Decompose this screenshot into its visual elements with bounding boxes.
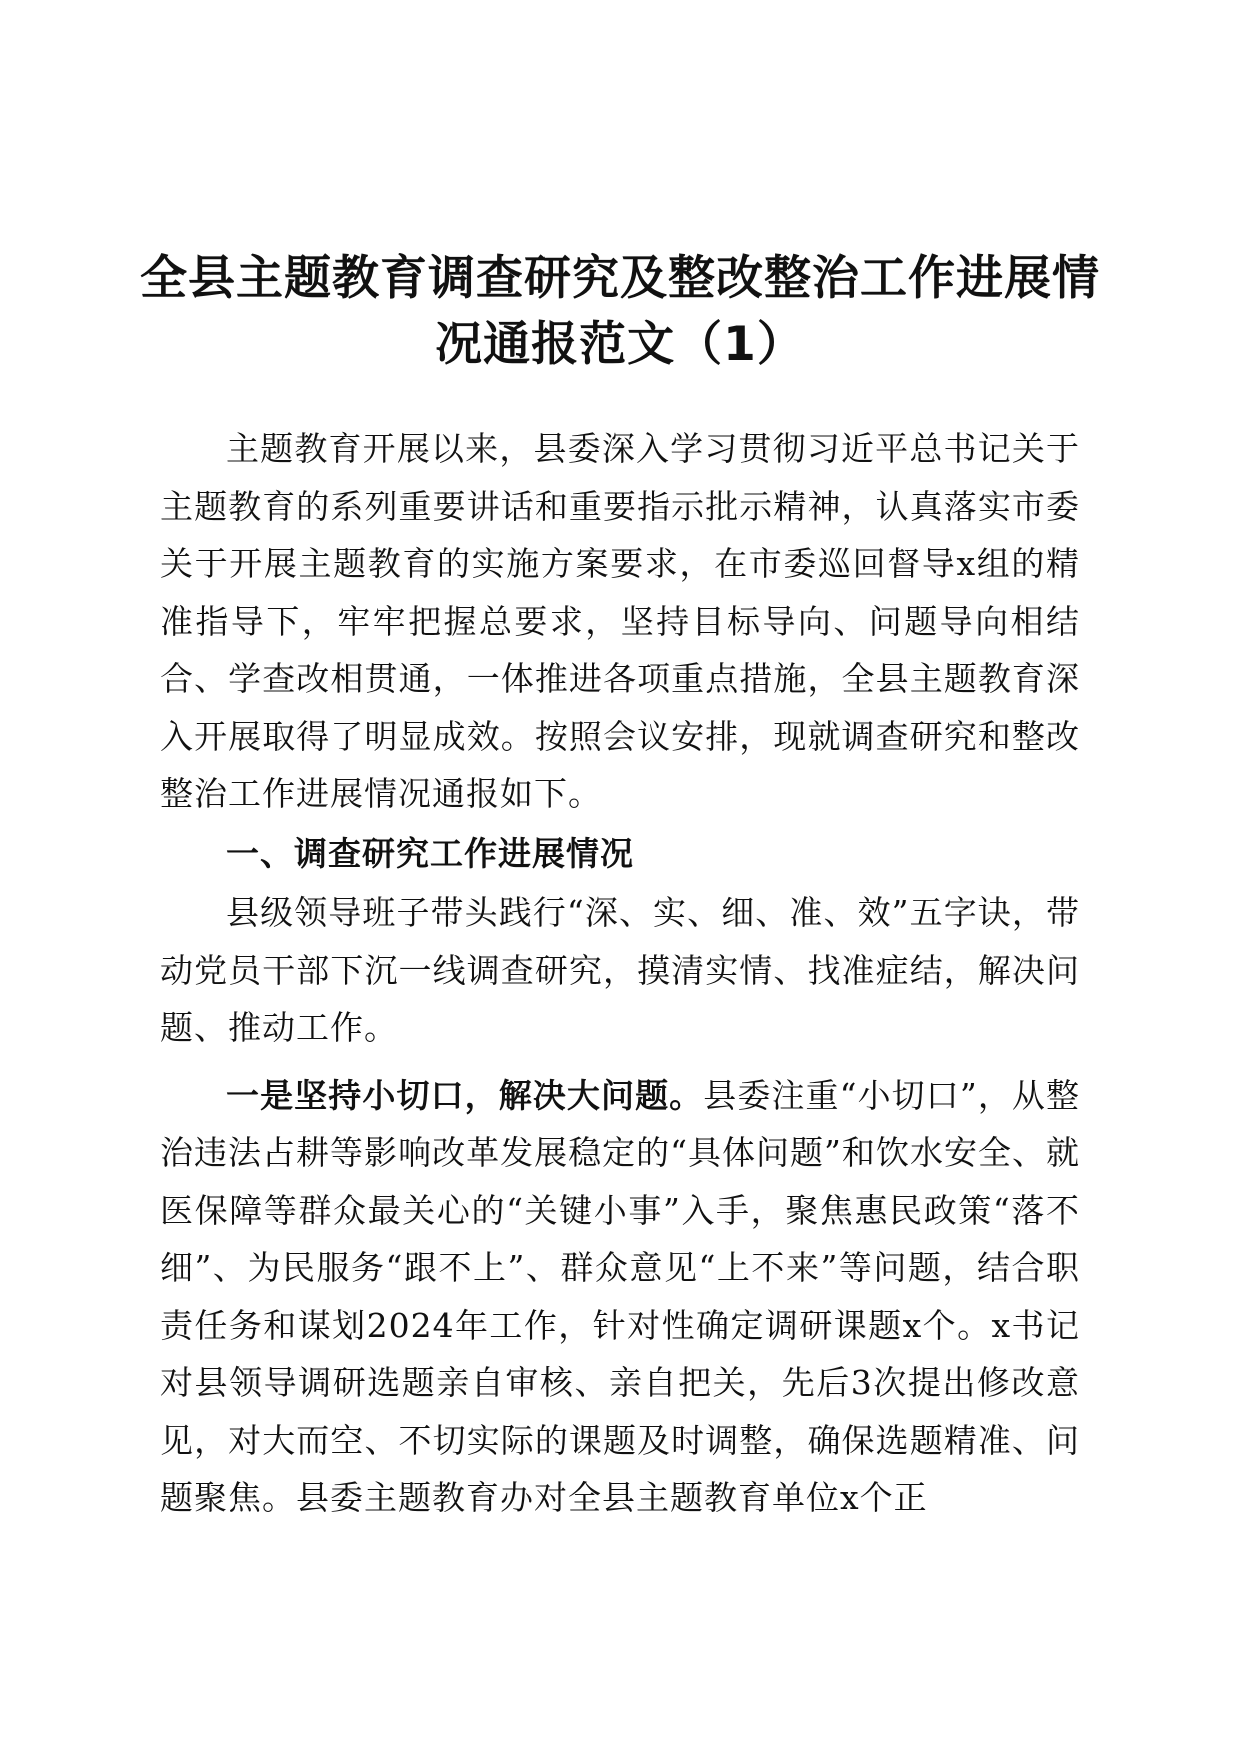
point-paragraph — [160, 1067, 1080, 1527]
point-lead: 一是坚持小切口，解决大问题。 — [226, 1075, 704, 1115]
intro-paragraph: 主题教育开展以来，县委深入学习贯彻习近平总书记关于主题教育的系列重要讲话和重要指示批示精神，认真落实市委关于开展主题教育的实施方案要求，在市委巡回督导x组的精准指导下，牢牢把握总要求，坚持目标导向、问题导向相结合、学查改相贯通，一体推进各项重点措施，全县主题教育深入开展取得了明显成效。按照会议安排，现就调查研究和整改整治工作进展情况通报如下。 — [160, 429, 1080, 813]
document-title: 全县主题教育调查研究及整改整治工作进展情况通报范文（1） — [140, 251, 1100, 372]
document-body — [160, 420, 1080, 1527]
point-text: 县委注重“小切口”，从整治违法占耕等影响改革发展稳定的“具体问题”和饮水安全、就医保障等群众最关心的“关键小事”入手，聚焦惠民政策“落不细”、为民服务“跟不上”、群众意见“上不来”等问题，结合职责任务和谋划2024年工作，针对性确定调研课题x个。x书记对县领导调研选题亲自审核、亲自把关，先后3次提出修改意见，对大而空、不切实际的课题及时调整，确保选题精准、问题聚焦。县委主题教育办对全县主题教育单位x个正 — [160, 1075, 1080, 1517]
section-paragraph: 县级领导班子带头践行“深、实、细、准、效”五字诀，带动党员干部下沉一线调查研究，摸清实情、找准症结，解决问题、推动工作。 — [160, 893, 1080, 1047]
section-heading: 一、调查研究工作进展情况 — [226, 833, 634, 873]
